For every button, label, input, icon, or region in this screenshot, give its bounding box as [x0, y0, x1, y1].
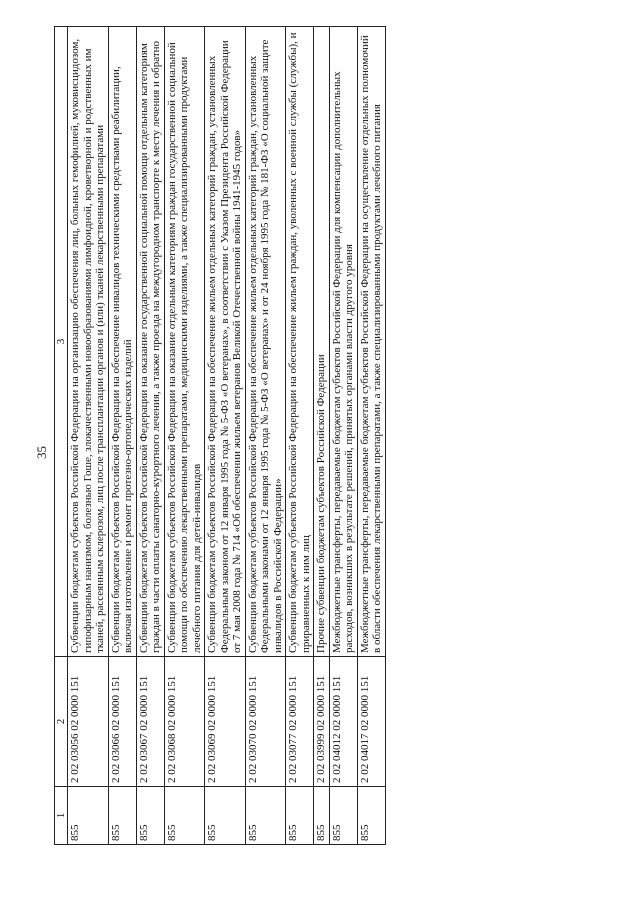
column-header: 1 [55, 787, 68, 845]
description-cell: Субвенции бюджетам субъектов Российской Федерации на обеспечение жильем отдельных категорий граждан, установленных Федеральным законом от 12 января 1995 года № 5-ФЗ «О ветеранах», в соответствии с Указом Президента Российской Федерации от 7 мая 2008 года № 714 «Об обеспечении жильем ветеранов Великой Отечественной войны 1941-1945 годов» [205, 27, 246, 657]
table-row [314, 27, 330, 845]
kbk-code-cell: 2 02 03070 02 0000 151 [245, 657, 286, 787]
column-header: 3 [55, 27, 68, 657]
kbk-code-cell: 2 02 04017 02 0000 151 [357, 657, 385, 787]
admin-code-cell: 855 [314, 787, 330, 845]
description-cell: Субвенции бюджетам субъектов Российской Федерации на оказание отдельным категориям граждан государственной социальной помощи по обеспечению лекарственными препаратами, медицинскими изделиями, а также специализированными продуктами лечебного питания для детей-инвалидов [164, 27, 205, 657]
kbk-code-cell: 2 02 03056 02 0000 151 [68, 657, 109, 787]
admin-code-cell: 855 [136, 787, 164, 845]
kbk-code-cell: 2 02 03068 02 0000 151 [164, 657, 205, 787]
admin-code-cell: 855 [329, 787, 357, 845]
table-row [164, 27, 205, 845]
description-cell: Субвенции бюджетам субъектов Российской Федерации на оказание государственной социальной помощи отдельным категориям граждан в части оплаты санаторно-курортного лечения, а также проезда на междугородном транспорте к месту лечения и обратно [136, 27, 164, 657]
admin-code-cell: 855 [245, 787, 286, 845]
admin-code-cell: 855 [164, 787, 205, 845]
kbk-code-cell: 2 02 04012 02 0000 151 [329, 657, 357, 787]
admin-code-cell: 855 [108, 787, 136, 845]
admin-code-cell: 855 [205, 787, 246, 845]
table-row [68, 27, 109, 845]
page-number: 35 [34, 446, 49, 459]
budget-code-table [54, 26, 386, 845]
description-cell: Субвенции бюджетам субъектов Российской Федерации на организацию обеспечения лиц, больных гемофилией, муковисцидозом, гипофизарным нанизмом, болезнью Гоше, злокачественными новообразованиями лимфоидной, кроветворной и родственных им тканей, рассеянным склерозом, лиц после трансплантации органов и (или) тканей лекарственными препаратами [68, 27, 109, 657]
description-cell: Межбюджетные трансферты, передаваемые бюджетам субъектов Российской Федерации на осуществление отдельных полномочий в области обеспечения лекарственными препаратами, а также специализированными продуктами лечебного питания [357, 27, 385, 657]
description-cell: Межбюджетные трансферты, передаваемые бюджетам субъектов Российской Федерации для компенсации дополнительных расходов, возникших в результате решений, принятых органами власти другого уровня [329, 27, 357, 657]
table-row [205, 27, 246, 845]
kbk-code-cell: 2 02 03066 02 0000 151 [108, 657, 136, 787]
table-row [329, 27, 357, 845]
kbk-code-cell: 2 02 03069 02 0000 151 [205, 657, 246, 787]
table-row [357, 27, 385, 845]
description-cell: Прочие субвенции бюджетам субъектов Российской Федерации [314, 27, 330, 657]
admin-code-cell: 855 [68, 787, 109, 845]
table-row [286, 27, 314, 845]
description-cell: Субвенции бюджетам субъектов Российской Федерации на обеспечение инвалидов техническими средствами реабилитации, включая изготовление и ремонт протезно-ортопедических изделий [108, 27, 136, 657]
admin-code-cell: 855 [357, 787, 385, 845]
table-row [136, 27, 164, 845]
admin-code-cell: 855 [286, 787, 314, 845]
kbk-code-cell: 2 02 03067 02 0000 151 [136, 657, 164, 787]
kbk-code-cell: 2 02 03077 02 0000 151 [286, 657, 314, 787]
description-cell: Субвенции бюджетам субъектов Российской Федерации на обеспечение жильем граждан, уволенных с военной службы (службы), и приравненных к ним лиц [286, 27, 314, 657]
column-header: 2 [55, 657, 68, 787]
table-header-row [55, 27, 68, 845]
table-row [108, 27, 136, 845]
kbk-code-cell: 2 02 03999 02 0000 151 [314, 657, 330, 787]
description-cell: Субвенции бюджетам субъектов Российской Федерации на обеспечение жильем отдельных категорий граждан, установленных Федеральными законами от 12 января 1995 года № 5-ФЗ «О ветеранах» и от 24 ноября 1995 года № 181-ФЗ «О социальной защите инвалидов в Российской Федерации» [245, 27, 286, 657]
table-row [245, 27, 286, 845]
